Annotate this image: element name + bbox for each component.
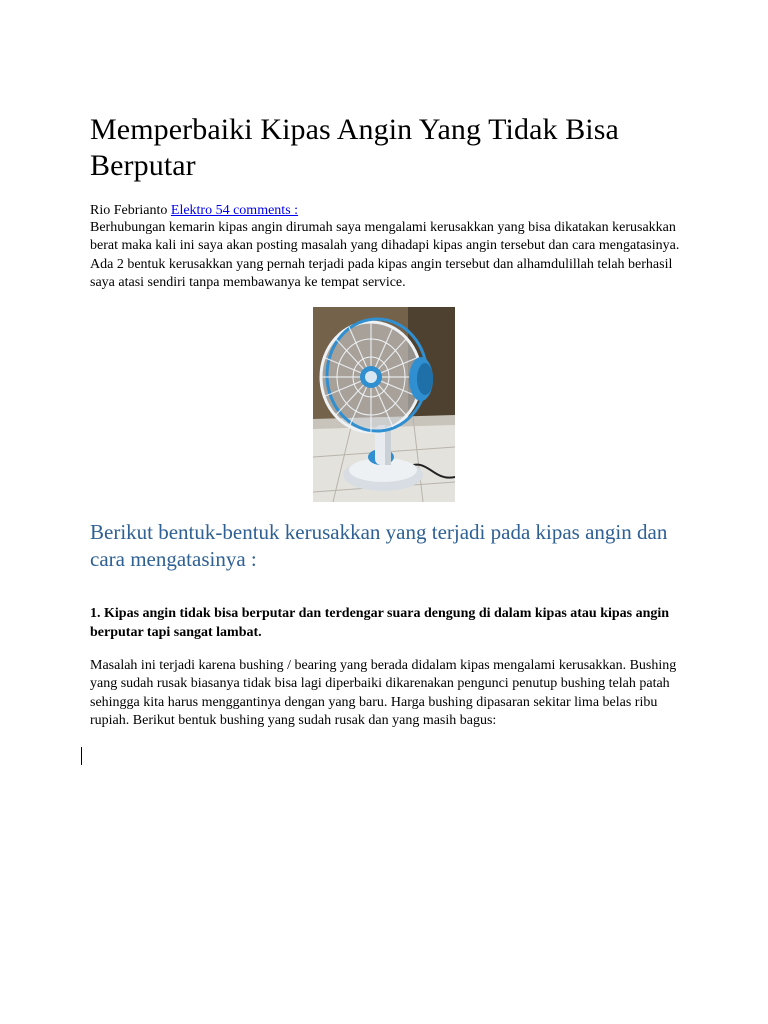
text-cursor	[81, 747, 82, 765]
author-name: Rio Febrianto	[90, 203, 168, 218]
category-comments-link[interactable]: Elektro 54 comments :	[170, 203, 299, 218]
intro-paragraph: Berhubungan kemarin kipas angin dirumah saya mengalami kerusakkan yang bisa dikatakan kerusakkan berat maka kali ini saya akan posting masalah yang dihadapi kipas angin tersebut dan cara mengatasinya. Ada 2 bentuk kerusakkan yang pernah terjadi pada kipas angin tersebut dan alhamdulillah telah berhasil saya atasi sendiri tanpa membawanya ke tempat service.	[90, 220, 680, 290]
section-subheading: Berikut bentuk-bentuk kerusakkan yang terjadi pada kipas angin dan cara mengatasinya :	[90, 520, 668, 571]
article-title: Memperbaiki Kipas Angin Yang Tidak Bisa Berputar	[90, 113, 619, 182]
item-1-body: Masalah ini terjadi karena bushing / bearing yang berada didalam kipas mengalami kerusakkan. Bushing yang sudah rusak biasanya tidak bisa lagi diperbaiki dikarenakan pengunci penutup bushing telah patah sehingga kita harus menggantinya dengan yang baru. Harga bushing dipasaran sekitar lima belas ribu rupiah. Berikut bentuk bushing yang sudah rusak dan yang masih bagus:	[90, 658, 677, 728]
item-1-heading: 1. Kipas angin tidak bisa berputar dan terdengar suara dengung di dalam kipas atau kipas angin berputar tapi sangat lambat.	[90, 606, 670, 640]
byline	[90, 202, 690, 220]
desk-fan-photo	[313, 307, 455, 502]
